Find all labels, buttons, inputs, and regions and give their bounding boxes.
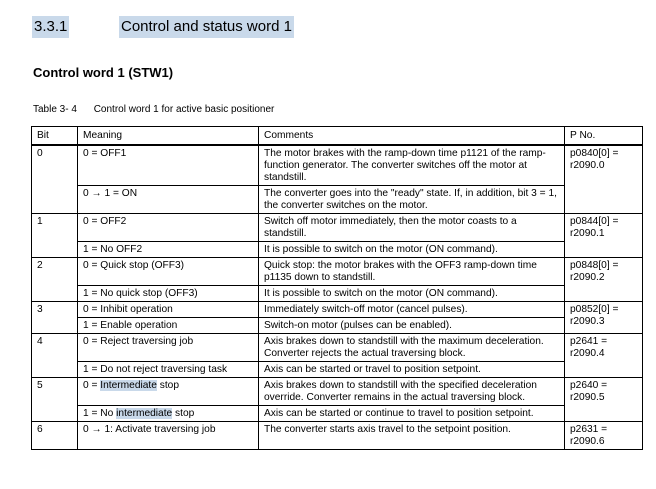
cell-pno: p0852[0] = r2090.3 — [565, 302, 643, 334]
cell-comment: Quick stop: the motor brakes with the OFF3 ramp-down time p1135 down to standstill. — [259, 258, 565, 286]
meaning-text: stop — [172, 408, 195, 419]
cell-bit: 4 — [32, 334, 78, 378]
cell-meaning: 1 = No OFF2 — [78, 242, 259, 258]
table-row — [32, 286, 643, 302]
cell-comment: It is possible to switch on the motor (ON command). — [259, 286, 565, 302]
table-caption — [33, 103, 274, 117]
cell-meaning: 1 = Do not reject traversing task — [78, 362, 259, 378]
table-caption-title: Control word 1 for active basic positioner — [93, 104, 275, 115]
cell-comment: The converter starts axis travel to the setpoint position. — [259, 422, 565, 450]
cell-comment: Axis can be started or continue to travel to position setpoint. — [259, 406, 565, 422]
table-header-row — [32, 127, 643, 146]
table-row — [32, 145, 643, 186]
cell-meaning: 0 = Quick stop (OFF3) — [78, 258, 259, 286]
header-pno: P No. — [565, 127, 643, 146]
cell-comment: Axis can be started or travel to position setpoint. — [259, 362, 565, 378]
cell-meaning: 0 = Inhibit operation — [78, 302, 259, 318]
cell-bit: 5 — [32, 378, 78, 422]
search-highlight: Intermediate — [100, 380, 157, 391]
cell-comment: Axis brakes down to standstill with the maximum deceleration. Converter rejects the actual traversing block. — [259, 334, 565, 362]
table-row — [32, 378, 643, 406]
table-row — [32, 362, 643, 378]
table-row — [32, 318, 643, 334]
table-row — [32, 422, 643, 450]
table-row — [32, 242, 643, 258]
cell-bit: 0 — [32, 145, 78, 214]
table-row — [32, 258, 643, 286]
cell-pno: p2640 = r2090.5 — [565, 378, 643, 422]
cell-comment: Axis brakes down to standstill with the specified deceleration override. Converter remains in the actual traversing block. — [259, 378, 565, 406]
table-row — [32, 406, 643, 422]
cell-meaning — [78, 406, 259, 422]
cell-bit: 6 — [32, 422, 78, 450]
cell-comment: Switch-on motor (pulses can be enabled). — [259, 318, 565, 334]
cell-pno: p2641 = r2090.4 — [565, 334, 643, 378]
header-comments: Comments — [259, 127, 565, 146]
section-title: Control and status word 1 — [119, 16, 294, 38]
cell-meaning: 1 = No quick stop (OFF3) — [78, 286, 259, 302]
subheading: Control word 1 (STW1) — [33, 65, 174, 80]
meaning-text: 1 = No — [83, 408, 117, 419]
meaning-text: stop — [156, 380, 180, 391]
search-highlight: intermediate — [116, 408, 173, 419]
cell-comment: It is possible to switch on the motor (ON command). — [259, 242, 565, 258]
header-bit: Bit — [32, 127, 78, 146]
meaning-text: 0 = — [83, 380, 101, 391]
table-row — [32, 302, 643, 318]
control-word-table — [31, 126, 643, 450]
cell-comment: The converter goes into the "ready" state. If, in addition, bit 3 = 1, the converter switches on the motor. — [259, 186, 565, 214]
cell-meaning: 0 → 1: Activate traversing job — [78, 422, 259, 450]
cell-meaning: 0 → 1 = ON — [78, 186, 259, 214]
cell-pno: p0844[0] = r2090.1 — [565, 214, 643, 258]
header-meaning: Meaning — [78, 127, 259, 146]
cell-meaning — [78, 378, 259, 406]
cell-comment: Immediately switch-off motor (cancel pulses). — [259, 302, 565, 318]
cell-pno: p2631 = r2090.6 — [565, 422, 643, 450]
cell-pno: p0848[0] = r2090.2 — [565, 258, 643, 302]
table-row — [32, 186, 643, 214]
cell-comment: The motor brakes with the ramp-down time p1121 of the ramp-function generator. The converter switches off the motor at standstill. — [259, 145, 565, 186]
cell-comment: Switch off motor immediately, then the motor coasts to a standstill. — [259, 214, 565, 242]
cell-meaning: 0 = OFF1 — [78, 145, 259, 186]
cell-bit: 1 — [32, 214, 78, 258]
table-caption-label: Table 3- 4 — [33, 104, 77, 115]
table-row — [32, 334, 643, 362]
section-number: 3.3.1 — [32, 16, 69, 38]
cell-bit: 3 — [32, 302, 78, 334]
cell-meaning: 0 = OFF2 — [78, 214, 259, 242]
cell-meaning: 0 = Reject traversing job — [78, 334, 259, 362]
cell-meaning: 1 = Enable operation — [78, 318, 259, 334]
table-row — [32, 214, 643, 242]
cell-pno: p0840[0] = r2090.0 — [565, 145, 643, 214]
cell-bit: 2 — [32, 258, 78, 302]
